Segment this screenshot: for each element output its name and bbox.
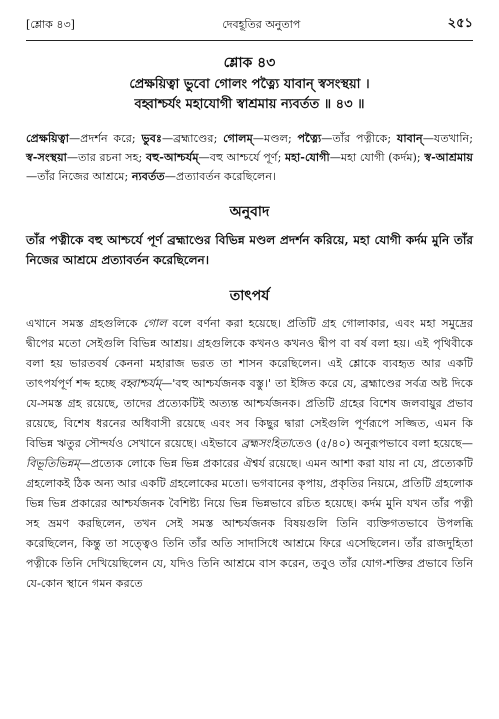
purport-run: এখানে সমস্ত গ্রহগুলিকে <box>26 317 144 330</box>
purport-heading: তাৎপর্য <box>229 288 270 304</box>
synonym-word: স্ব-সংস্থয়া <box>26 150 67 164</box>
synonym-meaning: —মণ্ডল; <box>252 132 298 145</box>
page-header <box>26 8 473 41</box>
synonym-meaning: —মহা যোগী (কর্দম); <box>329 151 425 164</box>
purport-italic: বিভূতিভিন্নম্ <box>26 457 80 470</box>
translation-text: তাঁর পত্নীকে বহু আশ্চর্যে পূর্ণ ব্রহ্মাণ্ডের বিভিন্ন মণ্ডল প্রদর্শন করিয়ে, মহা যোগী কর্দম মুনি তাঁর নিজের আশ্রমে প্রত্যাবর্তন করেছিলেন। <box>26 233 473 267</box>
synonym-meaning: —তাঁর পত্নীকে; <box>321 132 397 145</box>
verse-number: শ্লোক ৪৩ <box>223 55 276 71</box>
verse-line-2: বহ্বাশ্চর্যং মহাযোগী স্বাশ্রমায় ন্যবর্তত ॥ ৪৩ ॥ <box>134 97 365 112</box>
synonym-meaning: —তাঁর নিজের আশ্রমে; <box>26 170 132 183</box>
synonym-word: ভুবঃ <box>141 131 162 145</box>
purport-italic: ব্রহ্মসংহিতা <box>241 437 292 450</box>
synonym-word: স্ব-আশ্রমায় <box>424 150 473 164</box>
purport-run: তেও (৫/৪০) অনুরূপভাবে বলা হয়েছে— <box>291 437 473 450</box>
purport-text <box>26 314 473 594</box>
synonym-word: ন্যবর্তত <box>131 169 165 183</box>
verse-reference: [শ্লোক ৪৩] <box>26 18 75 31</box>
chapter-title: দেবহূতির অনুতাপ <box>222 18 301 31</box>
synonym-word: প্রেক্ষয়িত্বা <box>26 131 69 145</box>
page-number: ২৫১ <box>447 16 473 31</box>
synonyms <box>26 129 473 186</box>
synonym-meaning: —প্রদর্শন করে; <box>68 132 142 145</box>
purport-italic: গোল <box>143 317 167 330</box>
translation-heading: অনুবাদ <box>229 204 270 220</box>
synonym-word: মহা-যোগী <box>284 150 330 164</box>
synonym-meaning: —ব্রহ্মাণ্ডের; <box>161 132 224 145</box>
purport-italic: বহ্বাশ্চর্যম্ <box>119 377 162 390</box>
purport-run: বলে বর্ণনা করা হয়েছে। প্রতিটি গ্রহ গোলাকার, এবং মহা সমুদ্রের দ্বীপের মতো সেইগুলি বিভিন্ন আশ্রয়। গ্রহগুলিকে কখনও কখনও দ্বীপ বা বর্ষ বলা হয়। এই পৃথিবীকে বলা হয় ভারতবর্ষ কেননা মহারাজ ভরত তা শাসন করেছিলেন। এই শ্লোকে ব্যবহৃত আর একটি তাৎপর্যপূর্ণ শব্দ হচ্ছে <box>26 317 473 390</box>
synonym-word: পত্ন্যৈ <box>297 131 322 145</box>
synonym-word: যাবান্ <box>396 131 423 145</box>
verse-line-1: প্রেক্ষয়িত্বা ভুবো গোলং পত্ন্যৈ যাবান্ স্বসংস্থয়া । <box>129 77 370 92</box>
synonym-word: গোলম্ <box>223 131 253 145</box>
synonym-meaning: —তার রচনা সহ; <box>66 151 146 164</box>
synonym-meaning: —যতখানি; <box>422 132 473 145</box>
purport-run: —প্রত্যেক লোকে ভিন্ন ভিন্ন প্রকারের ঐশ্বর্য রয়েছে। এমন আশা করা যায় না যে, প্রত্যেকটি গ্রহলোকই ঠিক অন্য আর একটি গ্রহলোকের মতো। ভগবানের কৃপায়, প্রকৃতির নিয়মে, প্রতিটি গ্রহলোক ভিন্ন ভিন্ন প্রকারের আশ্চর্যজনক বৈশিষ্ট্য নিয়ে ভিন্ন ভিন্নভাবে রচিত হয়েছে। কর্দম মুনি যখন তাঁর পত্নী সহ ভ্রমণ করছিলেন, তখন সেই সমস্ত আশ্চর্যজনক বিষয়গুলি তিনি ব্যক্তিগতভাবে উপলব্ধি করেছিলেন, কিন্তু তা সত্ত্বেও তিনি তাঁর অতি সাদাসিধে আশ্রমে ফিরে এসেছিলেন। তাঁর রাজদুহিতা পত্নীকে তিনি দেখিয়েছিলেন যে, যদিও তিনি আশ্রমে বাস করেন, তবুও তাঁর যোগ-শক্তির প্রভাবে তিনি যে-কোন স্থানে গমন করতে <box>26 457 473 590</box>
synonym-meaning: —প্রত্যাবর্তন করেছিলেন। <box>164 170 277 183</box>
purport-run: —'বহু আশ্চর্যজনক বস্তু।' তা ইঙ্গিত করে যে, ব্রহ্মাণ্ডের সর্বত্র অষ্ট দিকে যে-সমস্ত গ্রহ রয়েছে, তাদের প্রত্যেকটিই অত্যন্ত আশ্চর্যজনক। প্রতিটি গ্রহের বিশেষ জলবায়ুর প্রভাব রয়েছে, বিশেষ ধরনের অধিবাসী রয়েছে এবং সব কিছুর দ্বারা সেইগুলি পূর্ণরূপে সজ্জিত, এমন কি বিভিন্ন ঋতুর সৌন্দর্যও সেখানে রয়েছে। এইভাবে <box>26 377 473 450</box>
synonym-word: বহু-আশ্চর্যম্ <box>145 150 199 164</box>
synonym-meaning: —বহু আশ্চর্যে পূর্ণ; <box>198 151 285 164</box>
